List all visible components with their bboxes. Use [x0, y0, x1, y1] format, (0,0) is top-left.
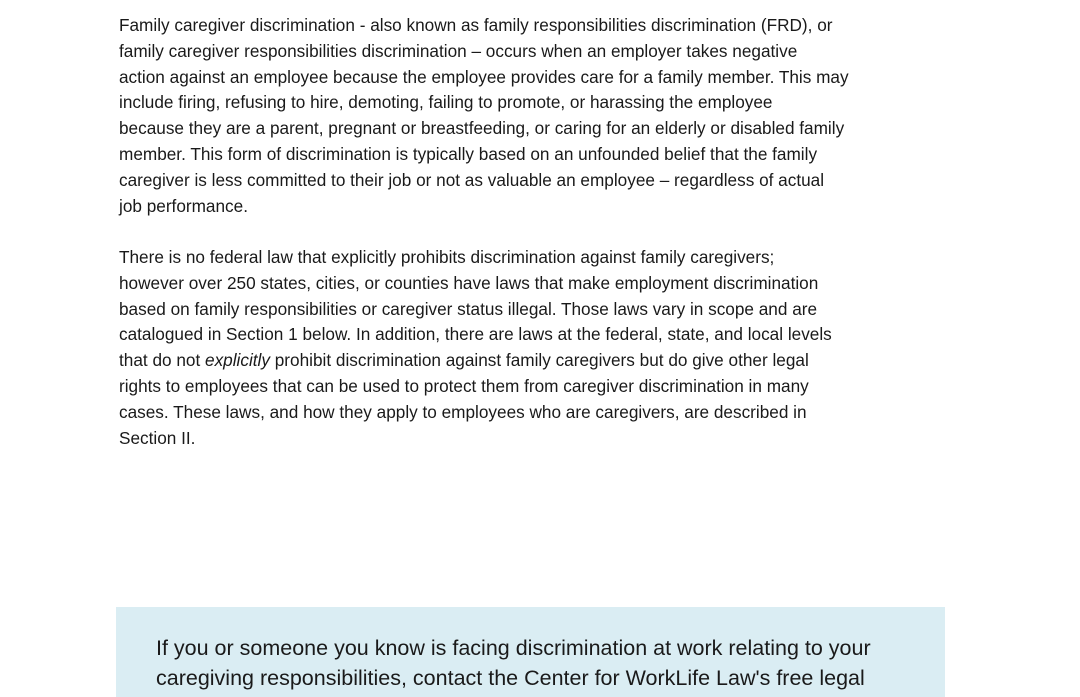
text-line	[119, 348, 959, 374]
text-line: because they are a parent, pregnant or breastfeeding, or caring for an elderly or disabled family	[119, 118, 845, 139]
text-run: that do not	[119, 350, 206, 371]
text-line: however over 250 states, cities, or counties have laws that make employment discrimination	[119, 272, 819, 293]
callout-text	[156, 633, 871, 693]
text-line: include firing, refusing to hire, demoting, failing to promote, or harassing the employee	[119, 92, 773, 113]
text-line: based on family responsibilities or caregiver status illegal. Those laws vary in scope and are	[119, 298, 818, 319]
text-line: Family caregiver discrimination - also known as family responsibilities discrimination (FRD), or	[119, 15, 833, 35]
text-line: family caregiver responsibilities discrimination – occurs when an employer takes negative	[119, 40, 798, 61]
text-line: job performance.	[119, 195, 248, 216]
text-line: Section II.	[119, 427, 196, 448]
callout-line: If you or someone you know is facing discrimination at work relating to your	[156, 636, 871, 660]
text-run: prohibit discrimination against family caregivers but do give other legal	[269, 350, 809, 371]
law-paragraph	[119, 245, 959, 451]
callout-line: caregiving responsibilities, contact the Center for WorkLife Law's free legal	[156, 666, 865, 690]
text-line: member. This form of discrimination is typically based on an unfounded belief that the family	[119, 143, 818, 164]
text-line: catalogued in Section 1 below. In addition, there are laws at the federal, state, and local levels	[119, 324, 832, 345]
text-line: There is no federal law that explicitly prohibits discrimination against family caregivers;	[119, 247, 775, 267]
emphasis-text: explicitly	[205, 350, 270, 371]
text-line: rights to employees that can be used to protect them from caregiver discrimination in many	[119, 375, 809, 396]
text-line: caregiver is less committed to their job or not as valuable an employee – regardless of actual	[119, 169, 825, 190]
text-line: cases. These laws, and how they apply to employees who are caregivers, are described in	[119, 401, 807, 422]
intro-paragraph	[119, 13, 959, 219]
text-line: action against an employee because the employee provides care for a family member. This may	[119, 66, 849, 87]
help-callout-box	[116, 607, 945, 697]
